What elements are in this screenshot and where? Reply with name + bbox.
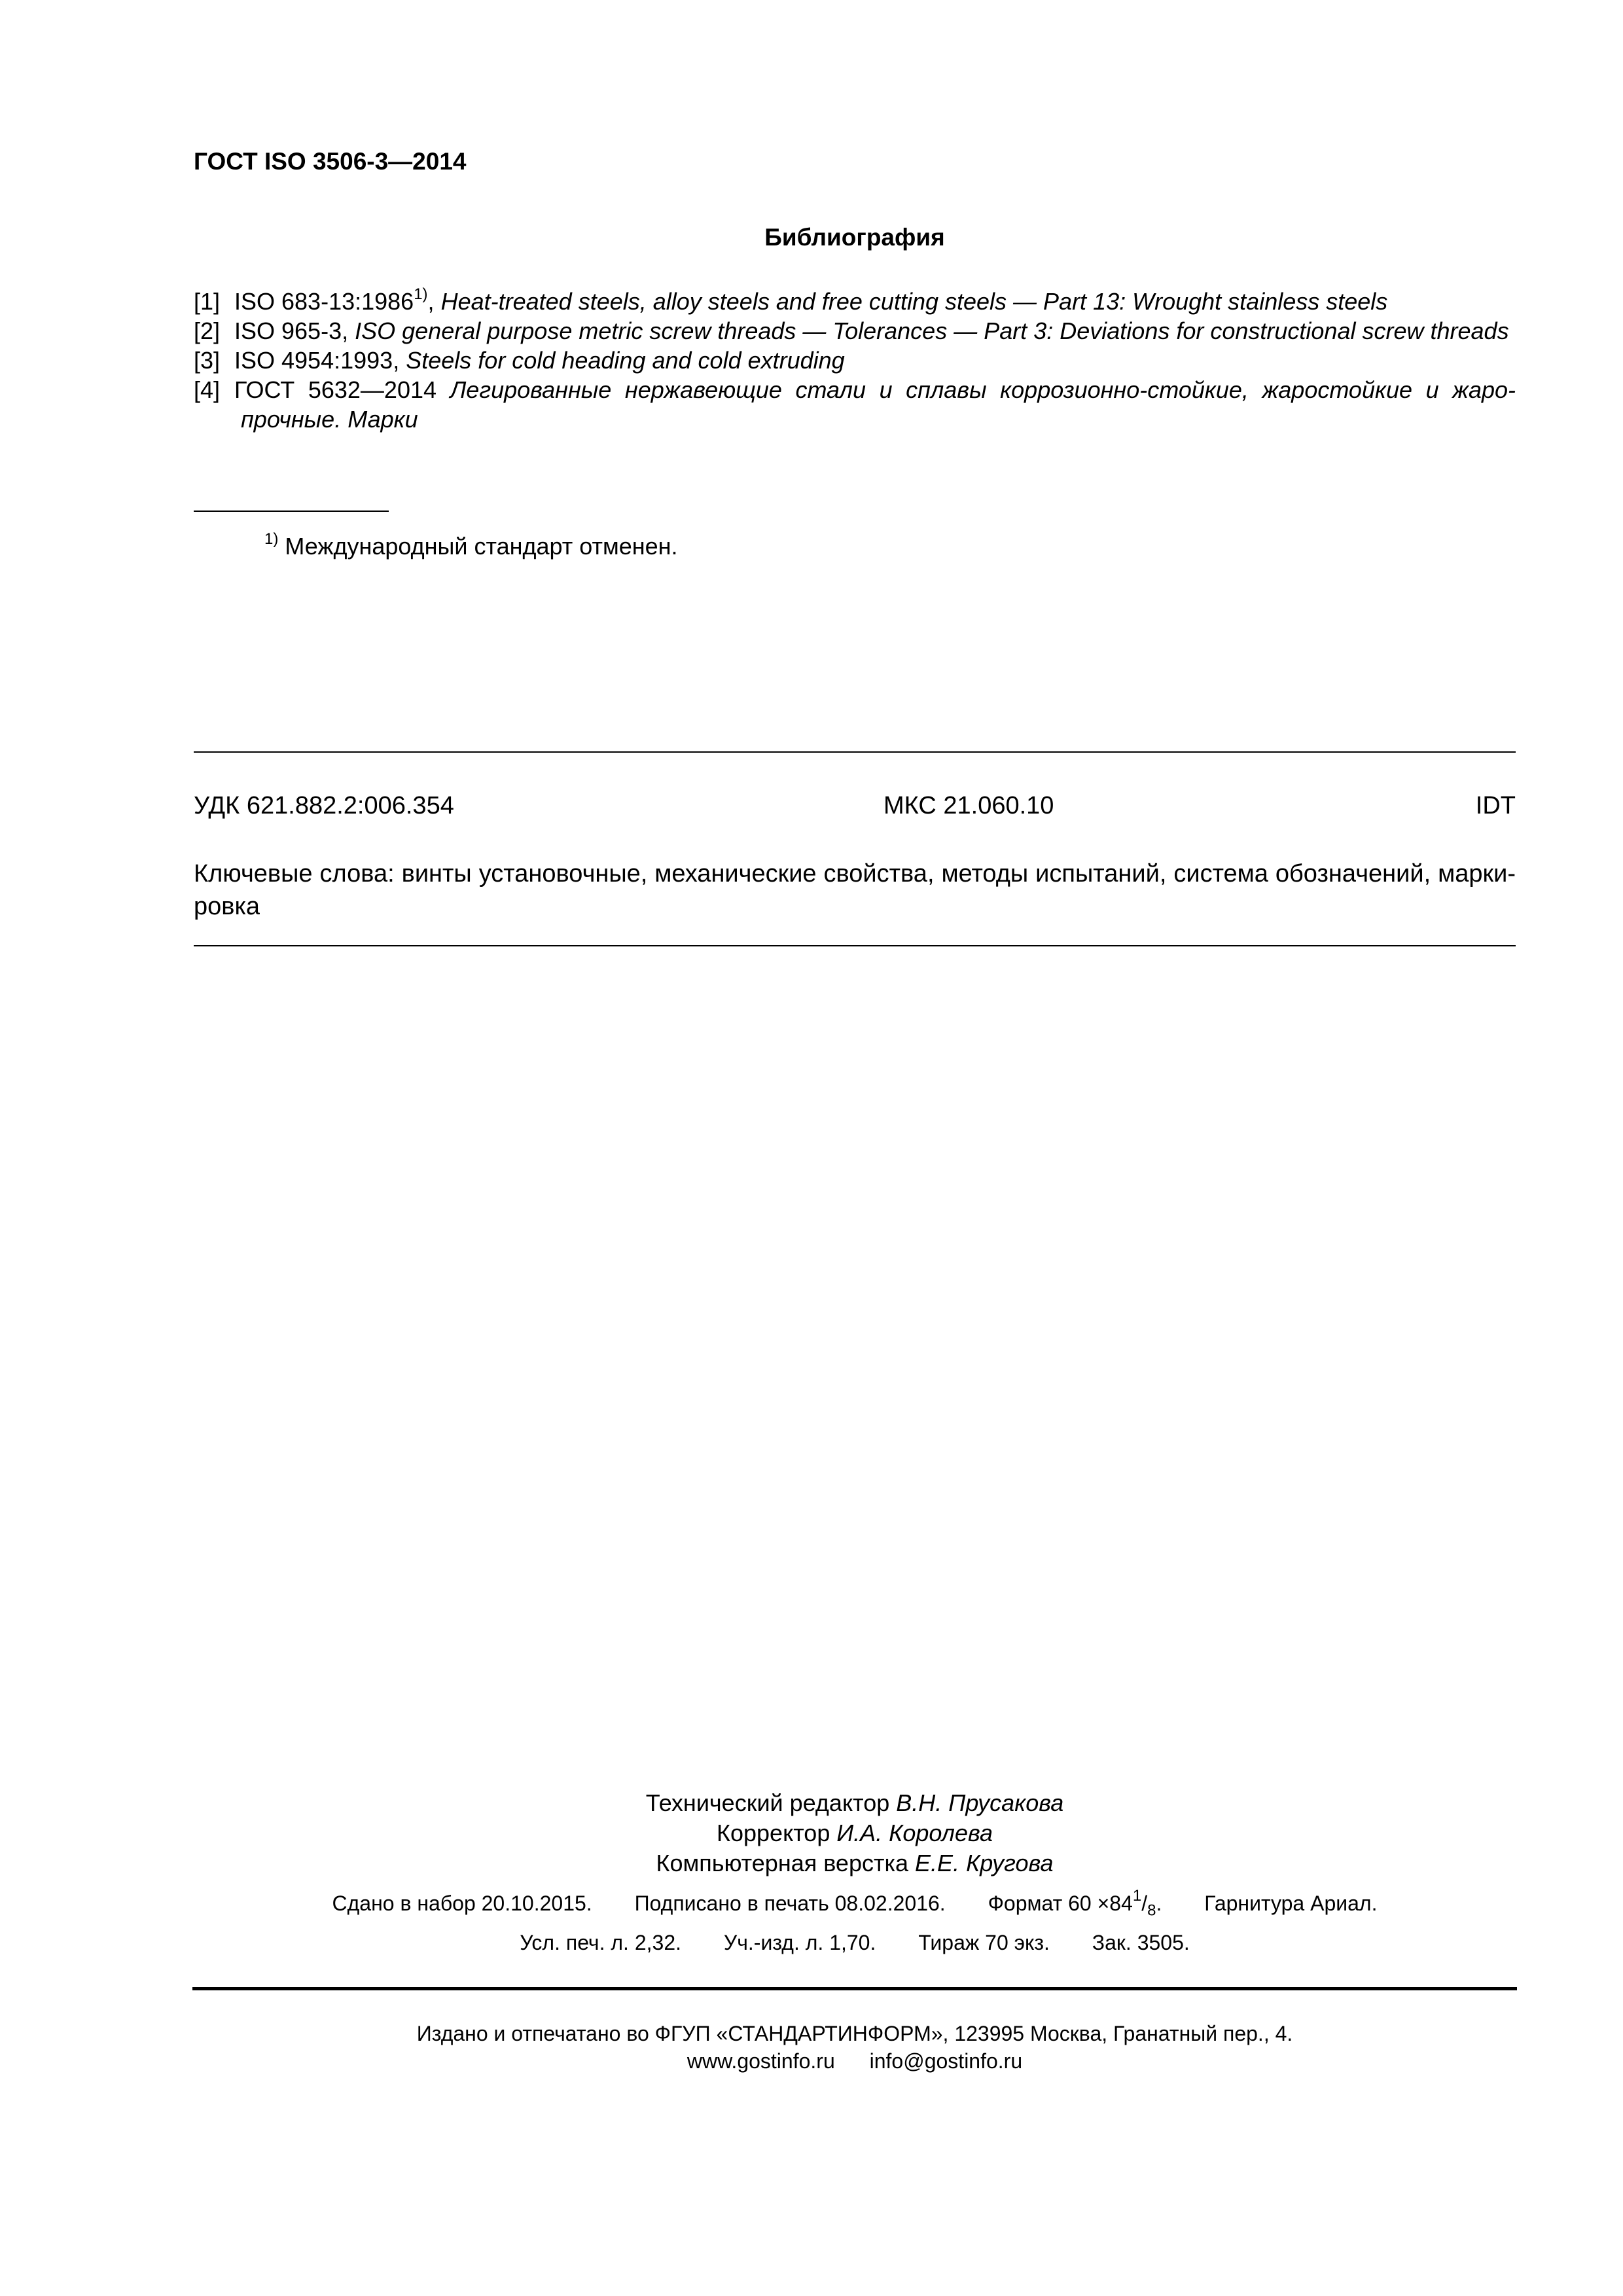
corrector-name: И.А. Королева xyxy=(836,1820,993,1846)
tech-editor-line xyxy=(194,1788,1516,1818)
footnote-mark: 1) xyxy=(264,530,279,548)
bibliography-ref-2 xyxy=(194,316,1516,346)
credits xyxy=(194,1788,1516,1878)
bibliography-ref-1 xyxy=(194,287,1516,316)
paper-format: Формат $60 \times 84^1/_8$. xyxy=(988,1887,1162,1920)
mks-code: МКС 21.060.10 xyxy=(883,792,1054,819)
format-denominator: 8 xyxy=(1147,1901,1156,1920)
divider-bottom xyxy=(194,945,1516,946)
ref-code: ГОСТ 5632—2014 xyxy=(234,376,437,403)
circulation: Тираж 70 экз. xyxy=(918,1931,1050,1954)
publication-sheets: Уч.-изд. л. 1,70. xyxy=(723,1931,876,1954)
divider-thick xyxy=(192,1987,1517,1990)
typeface: Гарнитура Ариал. xyxy=(1204,1892,1378,1915)
print-info-line-1 xyxy=(194,1887,1516,1920)
equivalence-degree: IDT xyxy=(1475,792,1516,819)
ref-title: Steels for cold heading and cold extruding xyxy=(406,347,845,374)
tech-editor-label: Технический редактор xyxy=(645,1789,890,1816)
divider-top xyxy=(194,751,1516,753)
ref-number: [1] xyxy=(194,288,221,315)
keywords: Ключевые слова: винты установочные, механические свойства, методы испытаний, система обозначений, марки-ровка xyxy=(194,860,1516,920)
publisher-website[interactable]: www.gostinfo.ru xyxy=(687,2049,835,2073)
ref-sep: , xyxy=(427,288,435,315)
ref-sep: , xyxy=(393,347,400,374)
publisher-email[interactable]: info@gostinfo.ru xyxy=(869,2049,1023,2073)
signed-date: Подписано в печать 08.02.2016. xyxy=(634,1892,946,1915)
ref-sep: , xyxy=(342,317,349,344)
format-prefix: Формат 60 ×84 xyxy=(988,1892,1133,1915)
publisher-contacts xyxy=(194,2047,1516,2075)
print-sheets: Усл. печ. л. 2,32. xyxy=(520,1931,681,1954)
layout-name: Е.Е. Кругова xyxy=(915,1850,1054,1876)
bibliography-list xyxy=(194,287,1516,434)
publisher-info xyxy=(194,2020,1516,2075)
corrector-label: Корректор xyxy=(717,1820,830,1846)
ref-title: Heat-treated steels, alloy steels and free cutting steels — Part 13: Wrought stainless steels xyxy=(440,288,1388,315)
udk-code: УДК 621.882.2:006.354 xyxy=(194,792,454,819)
ref-number: [3] xyxy=(194,347,221,374)
corrector-line xyxy=(194,1818,1516,1848)
tech-editor-name: В.Н. Прусакова xyxy=(896,1789,1064,1816)
footnote-separator xyxy=(194,511,389,512)
format-suffix: . xyxy=(1156,1892,1162,1915)
ref-title: ISO general purpose metric screw threads — Tolerances — Part 3: Deviations for constructional screw threads xyxy=(355,317,1509,344)
footnote xyxy=(264,530,678,560)
publisher-line: Издано и отпечатано во ФГУП «СТАНДАРТИНФОРМ», 123995 Москва, Гранатный пер., 4. xyxy=(416,2022,1293,2045)
order-number: Зак. 3505. xyxy=(1092,1931,1190,1954)
bibliography-ref-4 xyxy=(194,375,1516,434)
print-info-line-2 xyxy=(194,1931,1516,1955)
layout-line xyxy=(194,1848,1516,1878)
ref-code: ISO 965-3 xyxy=(234,317,342,344)
document-code-header: ГОСТ ISO 3506-3—2014 xyxy=(194,148,467,175)
ref-code: ISO 683-13:1986 xyxy=(234,288,414,315)
layout-label: Компьютерная верстка xyxy=(656,1850,909,1876)
footnote-text: Международный стандарт отменен. xyxy=(285,533,678,560)
format-numerator: 1 xyxy=(1132,1887,1142,1905)
ref-code: ISO 4954:1993 xyxy=(234,347,393,374)
submitted-date: Сдано в набор 20.10.2015. xyxy=(332,1892,592,1915)
bibliography-ref-3 xyxy=(194,346,1516,375)
ref-number: [2] xyxy=(194,317,221,344)
footnote-mark: 1) xyxy=(414,285,428,303)
bibliography-title: Библиография xyxy=(764,224,945,251)
ref-number: [4] xyxy=(194,376,221,403)
ref-title: Легированные нержавеющие стали и сплавы коррозионно-стойкие, жаростойкие и жаро-прочные. Марки xyxy=(241,376,1516,433)
